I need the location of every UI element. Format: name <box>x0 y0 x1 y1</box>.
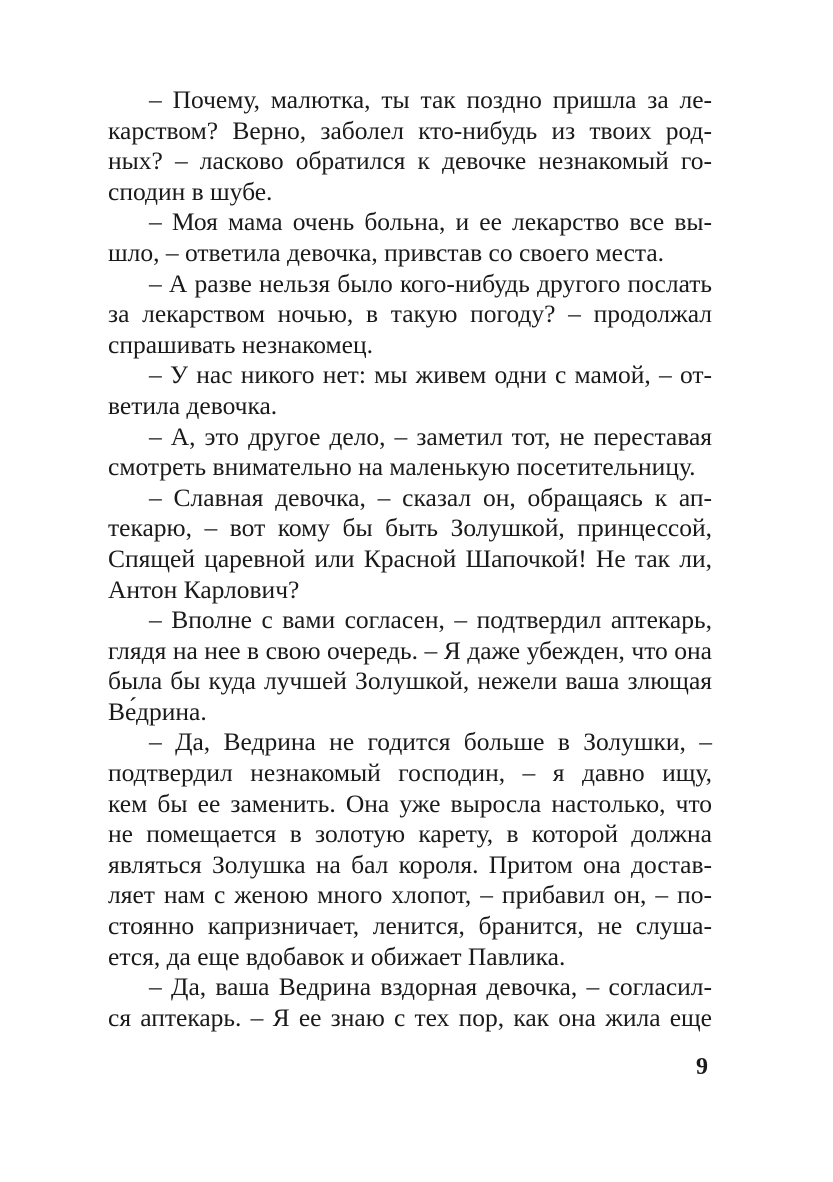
text-line: смотреть внимательно на маленькую посетительницу. <box>108 452 696 482</box>
text-line: Ве́дрина. <box>108 696 207 726</box>
text-line: сподин в шубе. <box>108 176 273 206</box>
text-line: карством? Верно, заболел кто-нибудь из твоих род- <box>108 115 712 145</box>
text-line: ется, да еще вдобавок и обижает Павлика. <box>108 941 566 971</box>
text-line: – Да, Ведрина не годится больше в Золушки, – <box>149 727 712 757</box>
text-line: была бы куда лучшей Золушкой, нежели ваша злющая <box>108 666 712 696</box>
text-line: стоянно капризничает, ленится, бранится, не слуша- <box>108 911 712 941</box>
text-line: – Славная девочка, – сказал он, обращаясь к ап- <box>149 482 712 512</box>
text-line: – А, это другое дело, – заметил тот, не переставая <box>149 421 712 451</box>
text-line: ных? – ласково обратился к девочке незнакомый го- <box>108 146 712 176</box>
body-text <box>108 85 712 1033</box>
text-line: ся аптекарь. – Я ее знаю с тех пор, как она жила еще <box>108 1002 712 1032</box>
text-line: подтвердил незнакомый господин, – я давно ищу, <box>108 758 712 788</box>
text-line: Антон Карлович? <box>108 574 300 604</box>
text-line: ветила девочка. <box>108 390 278 420</box>
text-line: Спящей царевной или Красной Шапочкой! Не так ли, <box>108 543 712 573</box>
text-line: – Да, ваша Ведрина вздорная девочка, – согласил- <box>149 972 712 1002</box>
text-line: – А разве нельзя было кого-нибудь другого послать <box>149 268 712 298</box>
text-line: являться Золушка на бал короля. Притом она достав- <box>108 849 712 879</box>
text-line: не помещается в золотую карету, в которой должна <box>108 819 712 849</box>
text-line: кем бы ее заменить. Она уже выросла настолько, что <box>108 788 712 818</box>
text-line: текарю, – вот кому бы быть Золушкой, принцессой, <box>108 513 712 543</box>
text-line: спрашивать незнакомец. <box>108 329 373 359</box>
text-line: за лекарством ночью, в такую погоду? – продолжал <box>108 299 712 329</box>
text-line: ляет нам с женою много хлопот, – прибавил он, – по- <box>108 880 712 910</box>
text-line: – У нас никого нет: мы живем одни с мамой, – от- <box>149 360 712 390</box>
text-line: – Почему, малютка, ты так поздно пришла за ле- <box>149 85 712 114</box>
page-number: 9 <box>696 1054 708 1080</box>
text-line: шло, – ответила девочка, привстав со своего места. <box>108 237 665 267</box>
text-line: – Моя мама очень больна, и ее лекарство все вы- <box>149 207 712 237</box>
text-line: – Вполне с вами согласен, – подтвердил аптекарь, <box>149 605 712 635</box>
text-line: глядя на нее в свою очередь. – Я даже убежден, что она <box>108 635 712 665</box>
